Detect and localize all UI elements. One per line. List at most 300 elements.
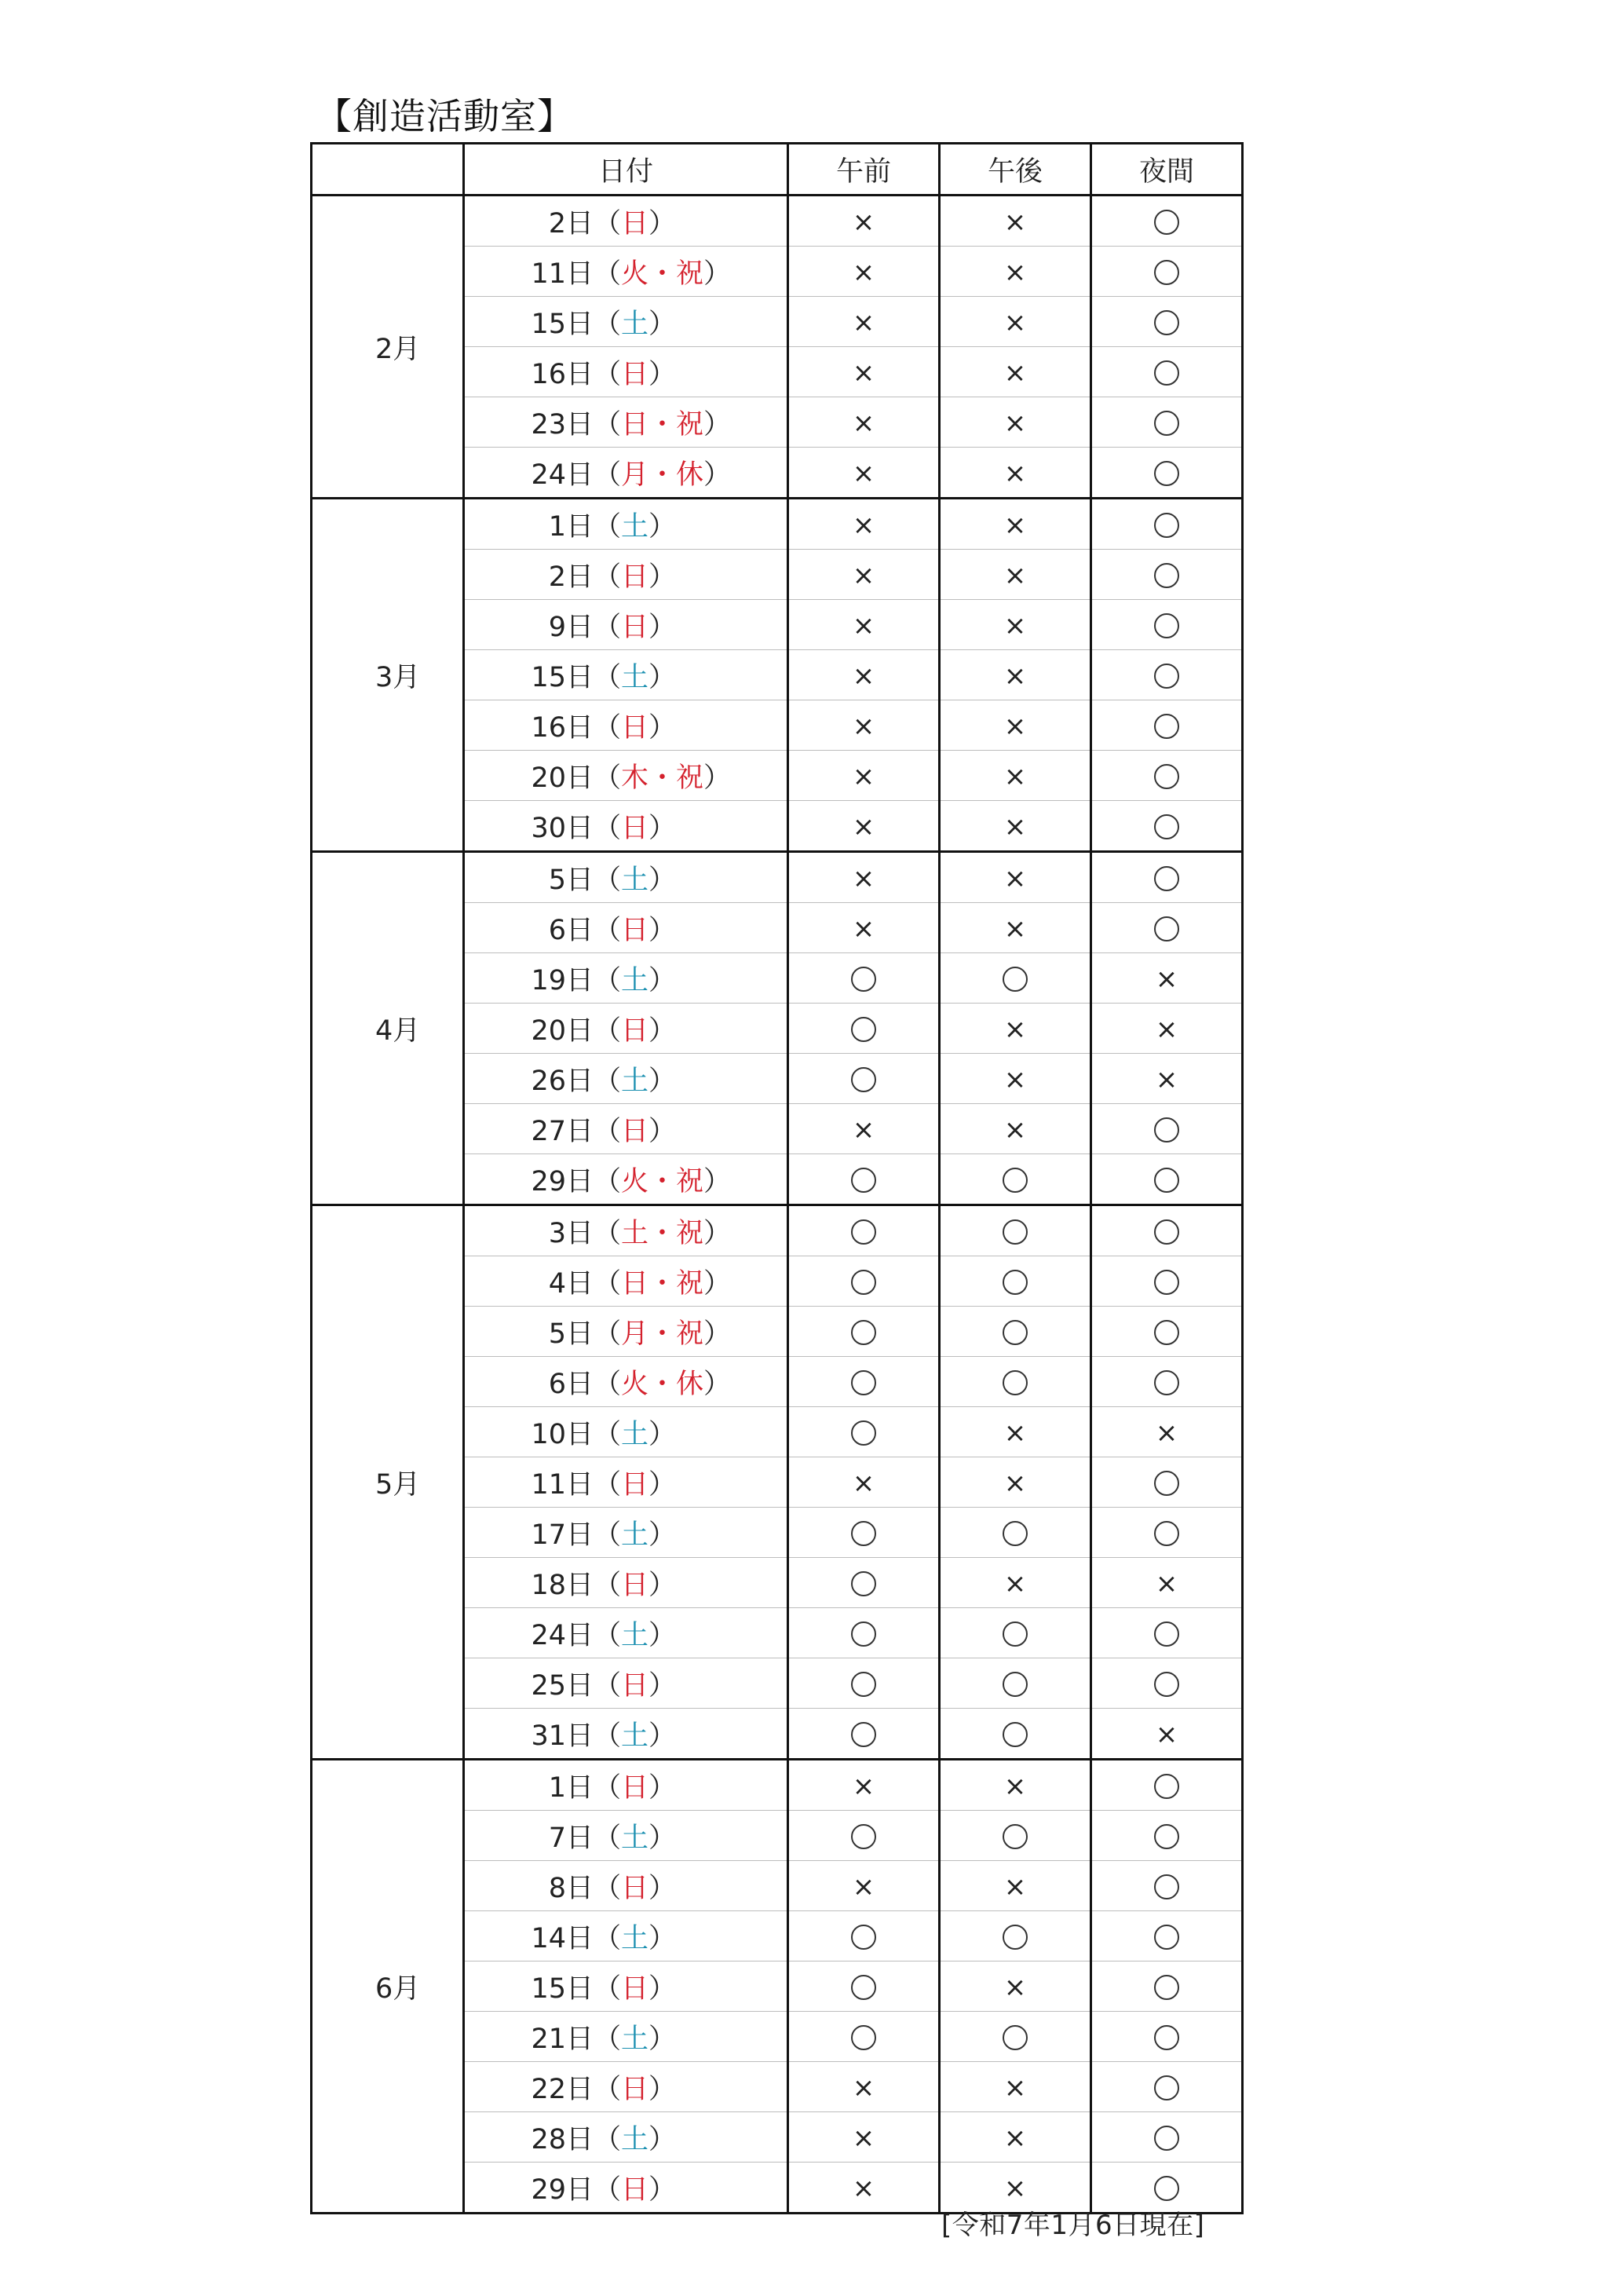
as-of-footnote: [令和7年1月6日現在] [941,2210,1205,2241]
slot-night [1091,1256,1243,1307]
date-cell [464,852,788,903]
slot-night [1091,1961,1243,2012]
header-night: 夜間 [1091,144,1243,196]
available-circle-icon [1154,1320,1179,1345]
slot-morning [788,801,940,852]
paren-open: （ [594,1822,622,1854]
unavailable-cross-icon: × [852,206,875,238]
date-cell [464,1256,788,1307]
slot-afternoon [940,801,1091,852]
date-cell [464,1709,788,1760]
date-number: 18日 [531,1569,594,1601]
available-circle-icon [1154,866,1179,891]
date-number: 1日 [548,510,594,543]
slot-morning [788,1154,940,1205]
available-circle-icon [851,1067,876,1092]
slot-night [1091,1407,1243,1457]
date-cell [464,1508,788,1558]
slot-morning [788,1205,940,1256]
slot-night [1091,801,1243,852]
available-circle-icon [1003,1672,1028,1697]
date-cell [464,600,788,650]
available-circle-icon [1154,613,1179,638]
weekday-label: 土 [621,2023,649,2055]
paren-open: （ [594,964,622,996]
slot-night [1091,903,1243,953]
date-cell [464,499,788,550]
available-circle-icon [1154,513,1179,538]
paren-open: （ [594,1872,622,1904]
slot-afternoon [940,2062,1091,2112]
weekday-label: 日 [621,711,649,744]
unavailable-cross-icon: × [852,1467,875,1499]
available-circle-icon [1154,1672,1179,1697]
slot-morning [788,852,940,903]
weekday-label: 土 [621,661,649,693]
date-number: 14日 [531,1922,594,1954]
available-circle-icon [1154,1168,1179,1193]
date-cell [464,1558,788,1608]
unavailable-cross-icon: × [1003,457,1027,489]
paren-open: （ [594,1569,622,1601]
paren-close: ） [648,1720,677,1752]
slot-morning [788,1508,940,1558]
slot-night [1091,1811,1243,1861]
available-circle-icon [1154,1975,1179,2000]
slot-night [1091,1709,1243,1760]
available-circle-icon [1154,2176,1179,2201]
paren-close: ） [648,1669,677,1702]
slot-night [1091,1205,1243,1256]
month-label: 5月 [312,1205,464,1760]
slot-night [1091,751,1243,801]
header-row [312,144,1243,196]
slot-night [1091,1004,1243,1054]
paren-close: ） [703,1318,732,1350]
unavailable-cross-icon: × [1155,1718,1178,1750]
date-cell [464,2012,788,2062]
paren-open: （ [594,1065,622,1097]
weekday-label: 火・休 [621,1368,704,1400]
date-number: 15日 [531,1972,594,2005]
date-number: 16日 [531,711,594,744]
paren-close: ） [648,1822,677,1854]
unavailable-cross-icon: × [1003,2122,1027,2154]
slot-morning [788,2062,940,2112]
header-month [312,144,464,196]
slot-morning [788,751,940,801]
paren-close: ） [648,2123,677,2155]
date-number: 9日 [548,611,594,643]
slot-night [1091,1357,1243,1407]
available-circle-icon [851,1621,876,1647]
date-number: 22日 [531,2073,594,2105]
slot-morning [788,2163,940,2214]
paren-open: （ [594,1418,622,1450]
paren-open: （ [594,1318,622,1350]
available-circle-icon [1154,411,1179,436]
available-circle-icon [1003,1824,1028,1849]
date-cell [464,1357,788,1407]
month-group [312,1205,1243,1760]
date-cell [464,1658,788,1709]
weekday-label: 日 [621,1569,649,1601]
unavailable-cross-icon: × [852,2071,875,2104]
slot-afternoon [940,499,1091,550]
unavailable-cross-icon: × [1003,710,1027,742]
unavailable-cross-icon: × [852,509,875,541]
slot-night [1091,1911,1243,1961]
unavailable-cross-icon: × [852,306,875,338]
unavailable-cross-icon: × [852,862,875,894]
date-number: 3日 [548,1217,594,1249]
date-number: 5日 [548,1318,594,1350]
weekday-label: 日 [621,2174,649,2206]
availability-table [310,142,1244,2214]
slot-night [1091,1558,1243,1608]
date-number: 5日 [548,864,594,896]
paren-open: （ [594,2174,622,2206]
month-label: 4月 [312,852,464,1205]
unavailable-cross-icon: × [852,810,875,843]
available-circle-icon [1003,1925,1028,1950]
paren-close: ） [648,358,677,390]
slot-afternoon [940,1457,1091,1508]
unavailable-cross-icon: × [1003,760,1027,792]
slot-morning [788,2112,940,2163]
slot-morning [788,397,940,448]
weekday-label: 日・祝 [621,1267,704,1300]
slot-night [1091,448,1243,499]
unavailable-cross-icon: × [1003,810,1027,843]
header-morning: 午前 [788,144,940,196]
weekday-label: 日 [621,1468,649,1501]
slot-night [1091,1608,1243,1658]
unavailable-cross-icon: × [1003,1063,1027,1095]
slot-afternoon [940,2012,1091,2062]
paren-open: （ [594,258,622,290]
slot-night [1091,1861,1243,1911]
paren-close: ） [648,964,677,996]
slot-afternoon [940,1558,1091,1608]
slot-night [1091,196,1243,247]
date-number: 31日 [531,1720,594,1752]
date-cell [464,1054,788,1104]
paren-close: ） [648,2073,677,2105]
slot-morning [788,1961,940,2012]
slot-night [1091,852,1243,903]
available-circle-icon [851,1219,876,1245]
date-cell [464,801,788,852]
paren-open: （ [594,711,622,744]
slot-morning [788,1104,940,1154]
date-number: 11日 [531,258,594,290]
slot-morning [788,297,940,347]
date-number: 17日 [531,1519,594,1551]
available-circle-icon [1154,1117,1179,1143]
available-circle-icon [851,1320,876,1345]
available-circle-icon [1154,714,1179,739]
slot-afternoon [940,700,1091,751]
paren-open: （ [594,1619,622,1651]
date-number: 27日 [531,1115,594,1147]
slot-afternoon [940,397,1091,448]
paren-open: （ [594,661,622,693]
paren-open: （ [594,2073,622,2105]
date-number: 29日 [531,1165,594,1197]
available-circle-icon [1154,814,1179,839]
slot-morning [788,903,940,953]
month-group [312,196,1243,499]
paren-open: （ [594,1771,622,1804]
available-circle-icon [851,1975,876,2000]
paren-open: （ [594,308,622,340]
unavailable-cross-icon: × [852,2122,875,2154]
unavailable-cross-icon: × [1003,912,1027,945]
unavailable-cross-icon: × [1003,1467,1027,1499]
unavailable-cross-icon: × [1003,559,1027,591]
available-circle-icon [1154,1471,1179,1496]
date-number: 6日 [548,1368,594,1400]
month-label: 2月 [312,196,464,499]
slot-morning [788,650,940,700]
date-cell [464,1205,788,1256]
available-circle-icon [851,1017,876,1042]
available-circle-icon [1003,1521,1028,1546]
available-circle-icon [1154,1219,1179,1245]
available-circle-icon [851,1571,876,1596]
slot-night [1091,550,1243,600]
date-cell [464,1961,788,2012]
slot-morning [788,1658,940,1709]
paren-close: ） [648,1115,677,1147]
paren-open: （ [594,2123,622,2155]
weekday-label: 日 [621,1972,649,2005]
date-number: 7日 [548,1822,594,1854]
date-number: 21日 [531,2023,594,2055]
weekday-label: 土 [621,864,649,896]
paren-open: （ [594,864,622,896]
date-cell [464,1911,788,1961]
date-cell [464,347,788,397]
slot-afternoon [940,1407,1091,1457]
weekday-label: 土 [621,1519,649,1551]
weekday-label: 日・祝 [621,408,704,441]
date-number: 20日 [531,1015,594,1047]
available-circle-icon [1154,1270,1179,1295]
slot-morning [788,1811,940,1861]
date-number: 1日 [548,1771,594,1804]
slot-morning [788,1054,940,1104]
slot-morning [788,953,940,1004]
date-number: 10日 [531,1418,594,1450]
available-circle-icon [1003,967,1028,992]
date-cell [464,550,788,600]
weekday-label: 土 [621,1822,649,1854]
date-number: 15日 [531,661,594,693]
paren-open: （ [594,1217,622,1249]
paren-open: （ [594,1922,622,1954]
slot-night [1091,2062,1243,2112]
weekday-label: 土 [621,964,649,996]
slot-morning [788,1357,940,1407]
paren-open: （ [594,812,622,844]
available-circle-icon [1154,2126,1179,2151]
paren-close: ） [648,1922,677,1954]
available-circle-icon [1003,1722,1028,1747]
available-circle-icon [851,2025,876,2050]
weekday-label: 土 [621,1418,649,1450]
paren-close: ） [703,408,732,441]
paren-open: （ [594,1720,622,1752]
paren-open: （ [594,408,622,441]
header-afternoon: 午後 [940,144,1091,196]
slot-afternoon [940,1508,1091,1558]
paren-close: ） [648,1065,677,1097]
paren-close: ） [703,258,732,290]
slot-morning [788,1911,940,1961]
date-number: 30日 [531,812,594,844]
unavailable-cross-icon: × [1003,2071,1027,2104]
unavailable-cross-icon: × [1003,356,1027,389]
slot-afternoon [940,1861,1091,1911]
available-circle-icon [851,1824,876,1849]
available-circle-icon [1154,1621,1179,1647]
unavailable-cross-icon: × [852,356,875,389]
available-circle-icon [1154,563,1179,588]
slot-night [1091,2112,1243,2163]
paren-close: ） [648,812,677,844]
date-cell [464,1407,788,1457]
unavailable-cross-icon: × [1155,963,1178,995]
date-cell [464,1608,788,1658]
weekday-label: 土 [621,1619,649,1651]
slot-night [1091,1457,1243,1508]
available-circle-icon [1154,1521,1179,1546]
available-circle-icon [1154,764,1179,789]
date-number: 2日 [548,561,594,593]
available-circle-icon [1003,1168,1028,1193]
available-circle-icon [1154,1824,1179,1849]
paren-close: ） [648,2174,677,2206]
available-circle-icon [1154,2075,1179,2100]
date-cell [464,297,788,347]
unavailable-cross-icon: × [1003,609,1027,642]
slot-afternoon [940,751,1091,801]
slot-afternoon [940,953,1091,1004]
date-number: 23日 [531,408,594,441]
available-circle-icon [1003,1320,1028,1345]
weekday-label: 土 [621,510,649,543]
available-circle-icon [851,1722,876,1747]
paren-open: （ [594,611,622,643]
paren-open: （ [594,1368,622,1400]
unavailable-cross-icon: × [1003,256,1027,288]
month-group [312,499,1243,852]
paren-close: ） [648,1771,677,1804]
date-number: 2日 [548,207,594,239]
unavailable-cross-icon: × [852,1870,875,1903]
slot-morning [788,1861,940,1911]
slot-night [1091,297,1243,347]
table-row [312,1760,1243,1811]
unavailable-cross-icon: × [1003,862,1027,894]
page-title: 【創造活動室】 [316,95,574,137]
slot-morning [788,2012,940,2062]
paren-close: ） [703,1368,732,1400]
weekday-label: 火・祝 [621,1165,704,1197]
weekday-label: 日 [621,1872,649,1904]
slot-night [1091,650,1243,700]
date-number: 8日 [548,1872,594,1904]
unavailable-cross-icon: × [1003,206,1027,238]
date-number: 26日 [531,1065,594,1097]
paren-open: （ [594,1267,622,1300]
slot-afternoon [940,1961,1091,2012]
paren-open: （ [594,1519,622,1551]
date-cell [464,1811,788,1861]
date-cell [464,1760,788,1811]
unavailable-cross-icon: × [1003,1113,1027,1146]
slot-night [1091,2012,1243,2062]
slot-afternoon [940,196,1091,247]
date-cell [464,1004,788,1054]
unavailable-cross-icon: × [1155,1013,1178,1045]
slot-afternoon [940,650,1091,700]
slot-morning [788,1709,940,1760]
unavailable-cross-icon: × [852,609,875,642]
month-group [312,852,1243,1205]
paren-close: ） [648,1015,677,1047]
slot-night [1091,1054,1243,1104]
slot-afternoon [940,1608,1091,1658]
date-number: 24日 [531,1619,594,1651]
unavailable-cross-icon: × [852,1770,875,1802]
slot-morning [788,196,940,247]
paren-open: （ [594,1468,622,1501]
unavailable-cross-icon: × [852,2172,875,2204]
unavailable-cross-icon: × [1003,509,1027,541]
paren-close: ） [648,914,677,946]
unavailable-cross-icon: × [1155,1063,1178,1095]
paren-close: ） [648,711,677,744]
weekday-label: 月・祝 [621,1318,704,1350]
date-number: 6日 [548,914,594,946]
paren-close: ） [703,459,732,491]
slot-afternoon [940,347,1091,397]
slot-night [1091,1104,1243,1154]
available-circle-icon [1154,1925,1179,1950]
date-cell [464,751,788,801]
slot-night [1091,347,1243,397]
unavailable-cross-icon: × [852,457,875,489]
paren-close: ） [648,1872,677,1904]
unavailable-cross-icon: × [852,912,875,945]
slot-afternoon [940,1154,1091,1205]
date-cell [464,1307,788,1357]
weekday-label: 日 [621,1015,649,1047]
weekday-label: 土・祝 [621,1217,704,1249]
paren-close: ） [648,308,677,340]
date-number: 24日 [531,459,594,491]
unavailable-cross-icon: × [1155,1417,1178,1449]
date-number: 19日 [531,964,594,996]
paren-close: ） [703,1267,732,1300]
paren-open: （ [594,1669,622,1702]
date-cell [464,196,788,247]
paren-open: （ [594,1015,622,1047]
weekday-label: 土 [621,1720,649,1752]
